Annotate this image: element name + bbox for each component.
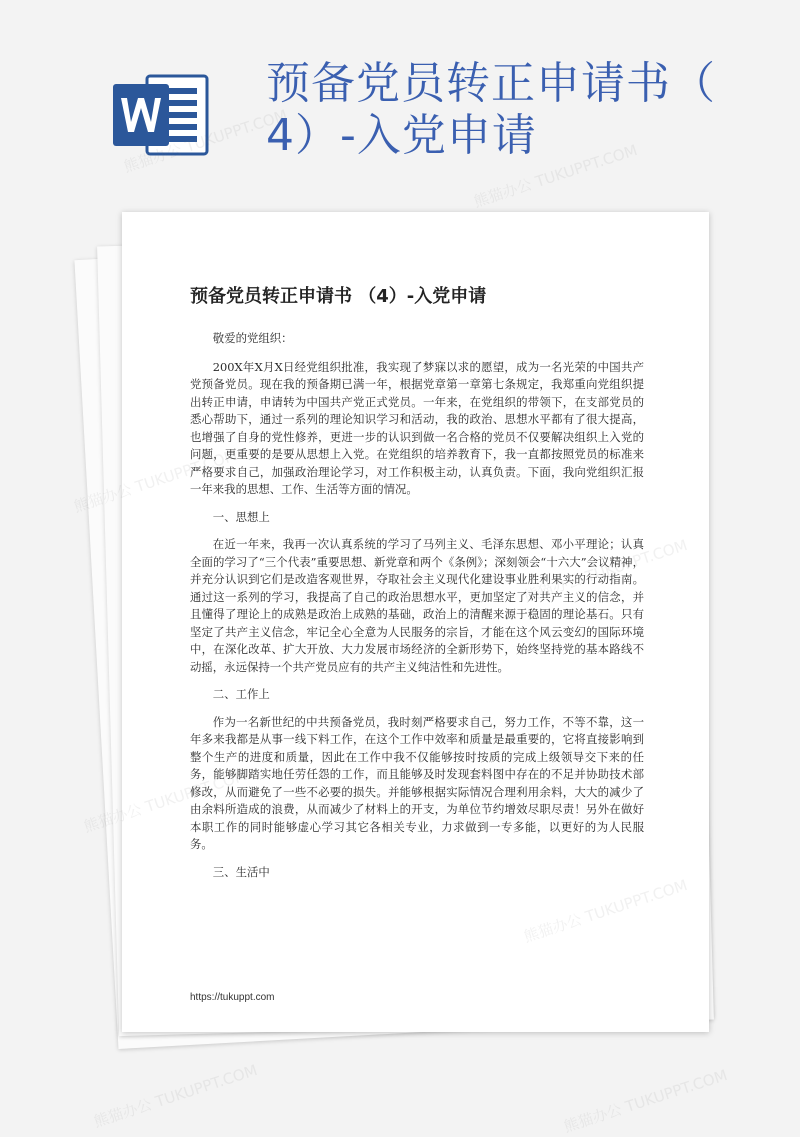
word-document-icon (113, 72, 211, 158)
document-body (190, 330, 644, 891)
watermark: 熊猫办公 TUKUPPT.COM (561, 1066, 730, 1136)
document-page (122, 212, 709, 1032)
section-heading-life: 三、生活中 (212, 864, 270, 879)
document-greeting: 敬爱的党组织： (212, 331, 293, 345)
document-title: 预备党员转正申请书 （4）-入党申请 (190, 286, 487, 307)
watermark: 熊猫办公 TUKUPPT.COM (121, 106, 290, 176)
section-heading-work: 二、工作上 (212, 687, 270, 701)
paragraph-intro: 200X年X月X日经党组织批准，我实现了梦寐以求的愿望，成为一名光荣的中国共产党预备党员。现在我的预备期已满一年，根据党章第一章第七条规定，我郑重向党组织提出转正申请，申请转为中国共产党正式党员。一年来，在党组织的带领下，在支部党员的悉心帮助下，通过一系列的理论知识学习和活动，我的政治、思想水平都有了很大提高，也增强了自身的党性修养，更进一步的认识到做一名合格的党员不仅要解决组织上入党的问题，更重要的是要从思想上入党。在党组织的培养教育下，我一直都按照党员的标准来严格要求自己，加强政治理论学习，对工作积极主动，认真负责。下面，我向党组织汇报一年来我的思想、工作、生活等方面的情况。 (190, 359, 644, 496)
footer-url-link[interactable]: https://tukuppt.com (190, 992, 275, 1003)
paragraph-work: 作为一名新世纪的中共预备党员，我时刻严格要求自己，努力工作，不等不靠，这一年多来我都是从事一线下料工作，在这个工作中效率和质量是最重要的，它将直接影响到整个生产的进度和质量，因此在工作中我不仅能够按时按质的完成上级领导交下来的任务，能够脚踏实地任劳任怨的工作，而且能够及时发现套料图中存在的不足并协助技术部修改，从而避免了一些不必要的损失。并能够根据实际情况合理利用余料，大大的减少了由余料所造成的浪费，从而减少了材料上的开支，为单位节约增效尽职尽责！另外在做好本职工作的同时能够虚心学习其它各相关专业，力求做到一专多能，以更好的为人民服务。 (190, 714, 644, 851)
section-heading-thought: 一、思想上 (212, 509, 270, 524)
watermark: 熊猫办公 TUKUPPT.COM (91, 1061, 260, 1131)
banner-title: 预备党员转正申请书（ 4）-入党申请 (266, 58, 716, 161)
paragraph-thought: 在近一年来，我再一次认真系统的学习了马列主义、毛泽东思想、邓小平理论；认真全面的学习了“三个代表”重要思想、新党章和两个《条例》；深刻领会“十六大”会议精神，并充分认识到它们是改造客观世界，夺取社会主义现代化建设事业胜利果实的行动指南。通过这一系列的学习，我提高了自己的政治思想水平，更加坚定了对共产主义的信念，并且懂得了理论上的成熟是政治上成熟的基础，政治上的清醒来源于稳固的理论基石。只有坚定了共产主义信念，牢记全心全意为人民服务的宗旨，才能在这个风云变幻的国际环境中，在深化改革、扩大开放、大力发展市场经济的全新形势下，始终坚持党的基本路线不动摇，永远保持一个共产党员应有的共产主义纯洁性和先进性。 (190, 537, 644, 674)
watermark: 熊猫办公 TUKUPPT.COM (471, 141, 640, 211)
